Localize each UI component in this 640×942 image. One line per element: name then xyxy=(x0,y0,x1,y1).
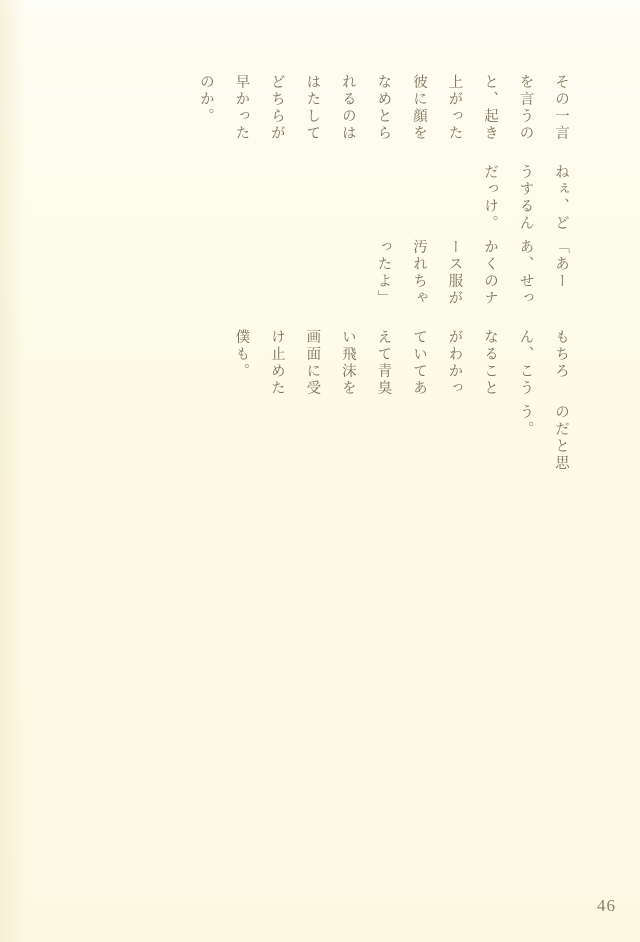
page-top-shading xyxy=(0,0,640,20)
page-left-shading xyxy=(0,0,26,942)
paragraph-1: のだと思う。 xyxy=(517,403,569,473)
paragraph-3: 「あーあ、せっかくのナース服が汚れちゃったよ」 xyxy=(375,238,569,308)
vertical-text-body xyxy=(187,58,578,478)
paragraph-5: その一言を言うのと、起き上がった彼に顔をなめとられるのははたしてどちらが早かったのか。 xyxy=(197,74,569,143)
paragraph-2: もちろん、こうなることがわかっていてあえて青臭い飛沫を画面に受け止めた僕も。 xyxy=(233,329,569,398)
paragraph-4: ねぇ、どうするんだっけ。 xyxy=(481,164,569,233)
page-number: 46 xyxy=(597,896,616,915)
